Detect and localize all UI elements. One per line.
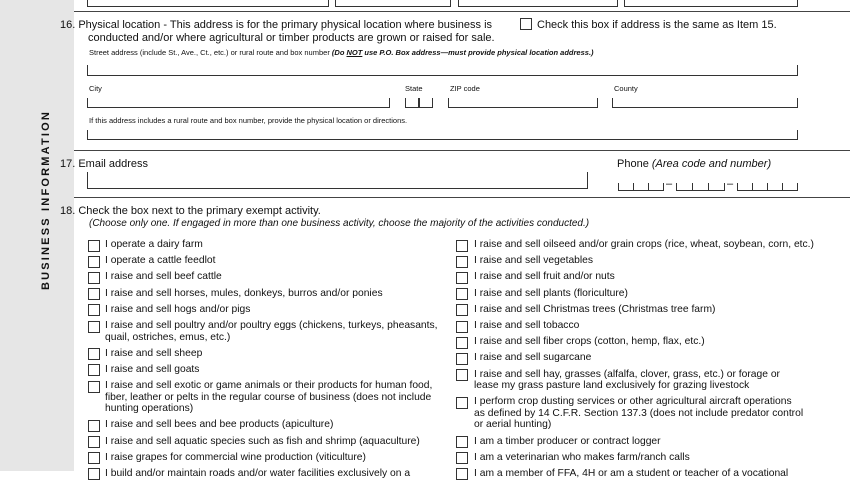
- left-activity-checkbox[interactable]: [88, 348, 100, 360]
- activity-option-label: I raise and sell exotic or game animals or their products for human food,: [105, 380, 433, 392]
- section-sidebar: [0, 0, 74, 471]
- activity-option-label: I raise and sell beef cattle: [105, 271, 222, 283]
- right-activity-checkbox[interactable]: [456, 337, 468, 349]
- activity-option-label: I raise and sell aquatic species such as fish and shrimp (aquaculture): [105, 435, 420, 447]
- city-input[interactable]: [87, 98, 390, 108]
- activity-option-label: I raise and sell oilseed and/or grain crops (rice, wheat, soybean, corn, etc.): [474, 239, 814, 250]
- activity-option-label: I raise and sell hogs and/or pigs: [105, 303, 251, 315]
- activity-option-label: I perform crop dusting services or other agricultural aircraft operations: [474, 396, 792, 408]
- item15-field-4[interactable]: [624, 0, 798, 7]
- activity-option-label: I raise and sell plants (floriculture): [474, 287, 628, 299]
- right-activity-checkbox[interactable]: [456, 256, 468, 268]
- rural-route-note: If this address includes a rural route and box number, provide the physical location or directions.: [89, 116, 408, 125]
- right-activity-checkbox[interactable]: [456, 304, 468, 316]
- left-activity-checkbox[interactable]: [88, 436, 100, 448]
- physical-location-directions-input[interactable]: [87, 130, 798, 140]
- state-input-2[interactable]: [419, 98, 433, 108]
- item15-field-1[interactable]: [87, 0, 329, 7]
- left-activity-checkbox[interactable]: [88, 240, 100, 252]
- email-label: 17. Email address: [60, 158, 149, 170]
- left-activity-checkbox[interactable]: [88, 420, 100, 432]
- left-activity-checkbox[interactable]: [88, 272, 100, 284]
- activity-option-label: I raise and sell horses, mules, donkeys, burros and/or ponies: [105, 287, 383, 299]
- activity-option-label: fiber, leather or pelts in the regular course of business (does not include: [105, 391, 432, 403]
- activity-option-label: I am a timber producer or contract logger: [474, 435, 661, 447]
- left-activity-checkbox[interactable]: [88, 468, 100, 480]
- activity-option-label: I raise and sell sheep: [105, 347, 203, 359]
- same-as-item15-label: Check this box if address is the same as Item 15.: [537, 19, 777, 31]
- item16-heading-line2: conducted and/or where agricultural or timber products are grown or raised for sale.: [88, 32, 495, 44]
- activity-option-label: I raise and sell goats: [105, 363, 200, 375]
- activity-option-label: I raise and sell Christmas trees (Christmas tree farm): [474, 303, 716, 315]
- right-activity-checkbox[interactable]: [456, 288, 468, 300]
- right-activity-checkbox[interactable]: [456, 369, 468, 381]
- activity-option-label: I raise and sell sugarcane: [474, 352, 592, 364]
- item15-field-3[interactable]: [458, 0, 618, 7]
- activity-option-label: or aerial hunting): [474, 419, 552, 431]
- right-activity-checkbox[interactable]: [456, 321, 468, 333]
- street-address-input[interactable]: [87, 65, 798, 76]
- right-activity-checkbox[interactable]: [456, 353, 468, 365]
- phone-prefix-input[interactable]: [676, 183, 725, 191]
- activity-option-label: lease my grass pasture land exclusively for grazing livestock: [474, 380, 750, 392]
- left-activity-checkbox[interactable]: [88, 256, 100, 268]
- activity-option-label: quail, ostriches, emus, etc.): [105, 331, 231, 343]
- street-label-note-2: use P.O. Box address—must provide physical location address.): [362, 48, 594, 57]
- phone-dash-2: –: [727, 178, 734, 190]
- activity-option-label: I operate a cattle feedlot: [105, 255, 216, 267]
- right-activity-checkbox[interactable]: [456, 272, 468, 284]
- phone-area-code-input[interactable]: [618, 183, 664, 191]
- right-activity-checkbox[interactable]: [456, 240, 468, 252]
- activity-option-label: I raise and sell vegetables: [474, 255, 594, 267]
- left-activity-checkbox[interactable]: [88, 364, 100, 376]
- left-activity-checkbox[interactable]: [88, 452, 100, 464]
- section-title: BUSINESS INFORMATION: [40, 109, 52, 291]
- same-as-item15-checkbox[interactable]: [520, 18, 532, 30]
- right-activity-checkbox[interactable]: [456, 397, 468, 409]
- divider: [74, 150, 850, 151]
- activity-option-label: I operate a dairy farm: [105, 239, 203, 250]
- state-label: State: [405, 84, 423, 93]
- activity-option-label: I raise and sell hay, grasses (alfalfa, clover, grass, etc.) or forage or: [474, 368, 780, 380]
- right-activity-checkbox[interactable]: [456, 468, 468, 480]
- activity-option-label: I am a member of FFA, 4H or am a student or teacher of a vocational: [474, 467, 789, 479]
- item16-heading-line1: 16. Physical location - This address is for the primary physical location where business is: [60, 19, 493, 31]
- state-input-1[interactable]: [405, 98, 419, 108]
- phone-label: [617, 158, 771, 170]
- phone-line-input[interactable]: [737, 183, 798, 191]
- right-activity-checkbox[interactable]: [456, 436, 468, 448]
- left-activity-checkbox[interactable]: [88, 381, 100, 393]
- phone-label-hint: (Area code and number): [651, 158, 772, 170]
- phone-label-main: Phone: [617, 158, 652, 170]
- right-activity-checkbox[interactable]: [456, 452, 468, 464]
- activity-option-label: I build and/or maintain roads and/or water facilities exclusively on a: [105, 467, 411, 479]
- divider: [74, 197, 850, 198]
- street-address-label: [89, 48, 594, 57]
- activity-option-label: I raise and sell poultry and/or poultry eggs (chickens, turkeys, pheasants,: [105, 320, 438, 331]
- left-activity-checkbox[interactable]: [88, 288, 100, 300]
- street-label-note-not: NOT: [346, 48, 363, 57]
- item18-heading: 18. Check the box next to the primary exempt activity.: [60, 205, 321, 217]
- street-label-note-1: (Do: [331, 48, 347, 57]
- activity-option-label: I raise and sell bees and bee products (apiculture): [105, 419, 334, 431]
- left-activity-checkbox[interactable]: [88, 321, 100, 333]
- zip-label: ZIP code: [450, 84, 480, 93]
- email-input[interactable]: [87, 172, 588, 189]
- county-input[interactable]: [612, 98, 798, 108]
- activity-option-label: as defined by 14 C.F.R. Section 137.3 (does not include predator control: [474, 407, 804, 419]
- activity-option-label: I raise and sell fiber crops (cotton, hemp, flax, etc.): [474, 336, 705, 348]
- zip-input[interactable]: [448, 98, 598, 108]
- left-activity-checkbox[interactable]: [88, 304, 100, 316]
- divider: [74, 11, 850, 12]
- activity-option-label: I am a veterinarian who makes farm/ranch calls: [474, 451, 690, 463]
- street-label-prefix: Street address (include St., Ave., Ct., etc.) or rural route and box number: [89, 48, 332, 57]
- activity-option-label: I raise grapes for commercial wine production (viticulture): [105, 451, 366, 463]
- item18-instruction: (Choose only one. If engaged in more than one business activity, choose the majority of the activities conducted.): [89, 218, 590, 229]
- item15-field-2[interactable]: [335, 0, 451, 7]
- county-label: County: [614, 84, 638, 93]
- city-label: City: [89, 84, 102, 93]
- phone-dash-1: –: [666, 178, 673, 190]
- activity-option-label: I raise and sell fruit and/or nuts: [474, 271, 615, 283]
- activity-option-label: hunting operations): [105, 403, 194, 415]
- activity-option-label: I raise and sell tobacco: [474, 320, 580, 331]
